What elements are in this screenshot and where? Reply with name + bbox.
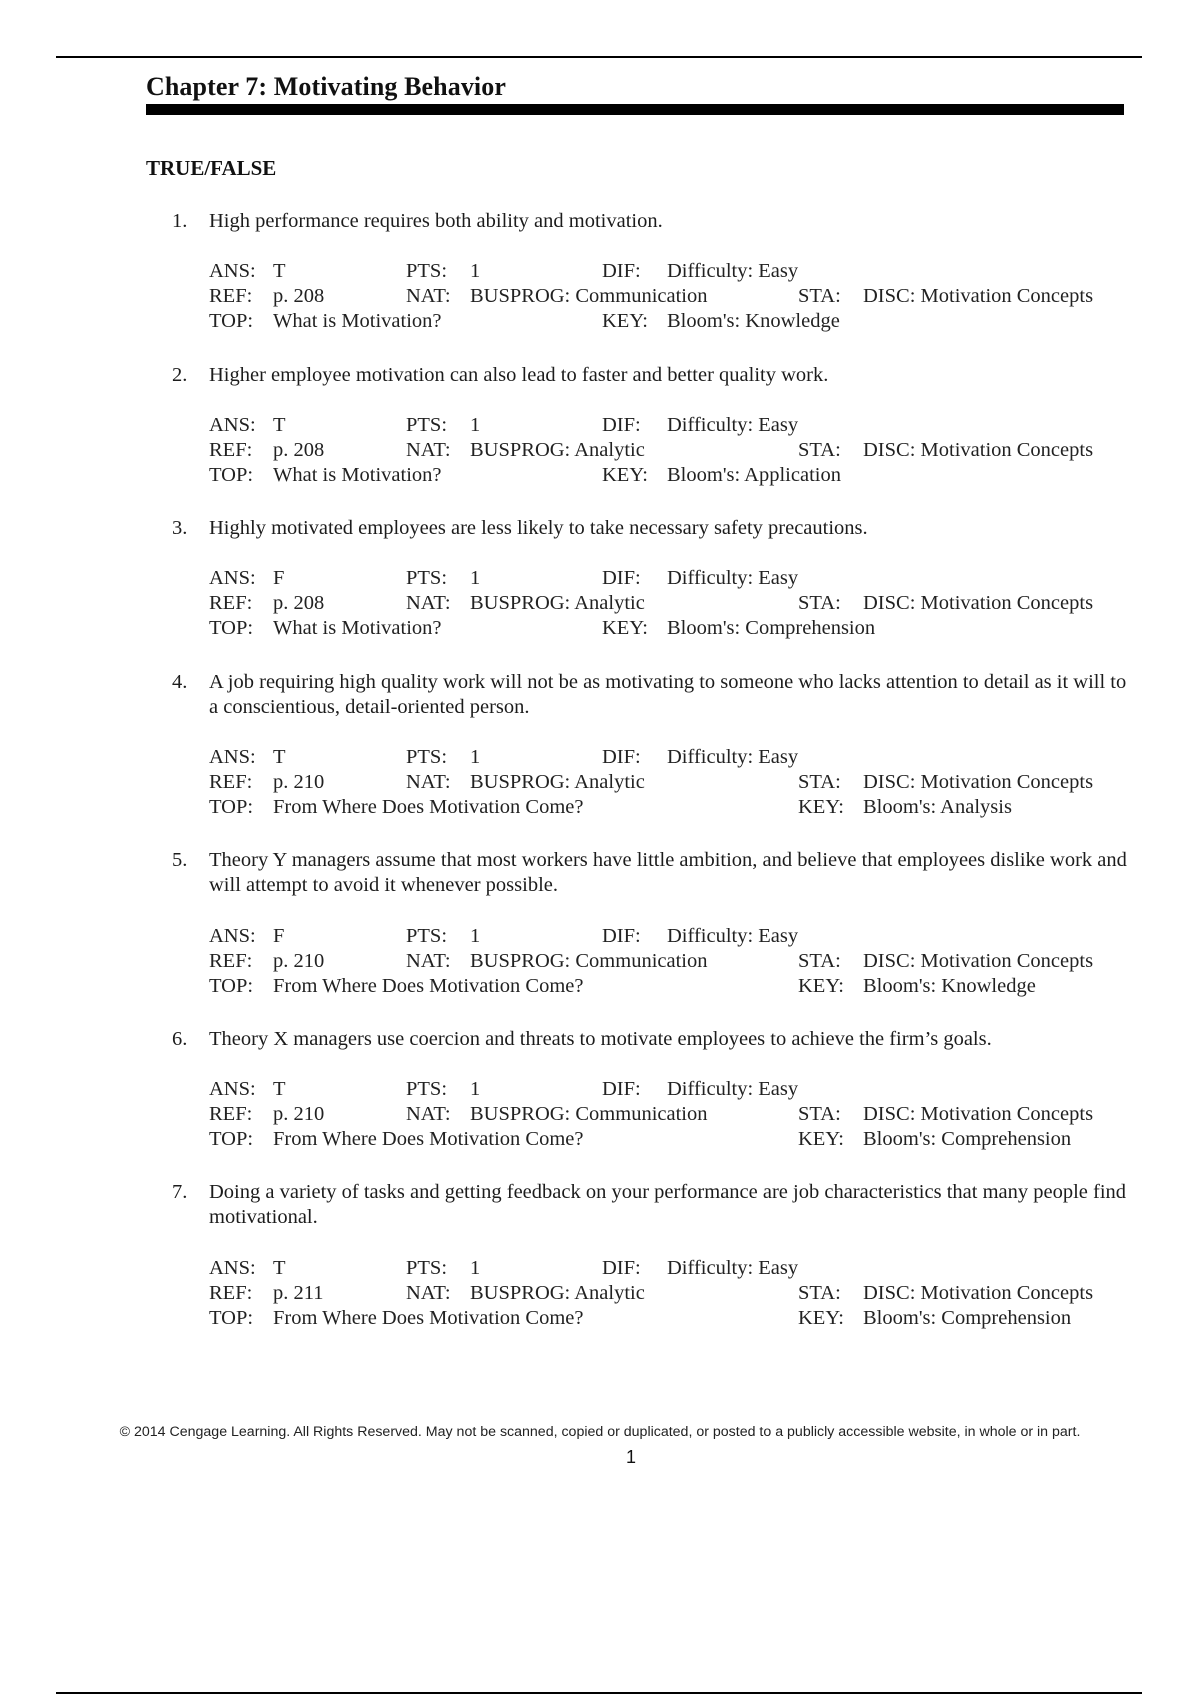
key-value: Bloom's: Comprehension bbox=[667, 617, 876, 639]
pts-value: 1 bbox=[470, 746, 481, 768]
ans-label: ANS: bbox=[209, 746, 256, 768]
top-value: From Where Does Motivation Come? bbox=[273, 1307, 584, 1329]
title-underline-bar bbox=[146, 104, 1124, 115]
ans-value: T bbox=[273, 414, 286, 436]
dif-label: DIF: bbox=[602, 414, 641, 436]
question-text: High performance requires both ability and motivation. bbox=[209, 210, 663, 232]
bottom-rule bbox=[56, 1692, 1142, 1694]
ans-value: T bbox=[273, 1078, 286, 1100]
dif-label: DIF: bbox=[602, 567, 641, 589]
top-value: From Where Does Motivation Come? bbox=[273, 975, 584, 997]
sta-label: STA: bbox=[798, 950, 841, 972]
sta-value: DISC: Motivation Concepts bbox=[863, 285, 1094, 307]
key-label: KEY: bbox=[798, 796, 844, 818]
dif-label: DIF: bbox=[602, 925, 641, 947]
top-value: What is Motivation? bbox=[273, 617, 442, 639]
nat-value: BUSPROG: Analytic bbox=[470, 439, 645, 461]
ref-label: REF: bbox=[209, 285, 253, 307]
ref-value: p. 210 bbox=[273, 1103, 325, 1125]
sta-value: DISC: Motivation Concepts bbox=[863, 439, 1094, 461]
pts-label: PTS: bbox=[406, 260, 448, 282]
sta-label: STA: bbox=[798, 771, 841, 793]
question-text: Higher employee motivation can also lead to faster and better quality work. bbox=[209, 364, 829, 386]
key-value: Bloom's: Analysis bbox=[863, 796, 1012, 818]
pts-value: 1 bbox=[470, 567, 481, 589]
key-label: KEY: bbox=[798, 975, 844, 997]
nat-value: BUSPROG: Communication bbox=[470, 285, 708, 307]
sta-label: STA: bbox=[798, 439, 841, 461]
dif-value: Difficulty: Easy bbox=[667, 925, 799, 947]
page-number: 1 bbox=[625, 1447, 636, 1467]
pts-label: PTS: bbox=[406, 1078, 448, 1100]
ans-value: T bbox=[273, 260, 286, 282]
key-value: Bloom's: Comprehension bbox=[863, 1128, 1072, 1150]
top-value: From Where Does Motivation Come? bbox=[273, 1128, 584, 1150]
top-value: What is Motivation? bbox=[273, 310, 442, 332]
nat-value: BUSPROG: Communication bbox=[470, 1103, 708, 1125]
nat-value: BUSPROG: Analytic bbox=[470, 592, 645, 614]
ans-value: T bbox=[273, 746, 286, 768]
dif-value: Difficulty: Easy bbox=[667, 746, 799, 768]
sta-label: STA: bbox=[798, 1282, 841, 1304]
ref-value: p. 210 bbox=[273, 950, 325, 972]
nat-label: NAT: bbox=[406, 592, 451, 614]
question-text: Theory Y managers assume that most workers have little ambition, and believe that employees dislike work and will attempt to avoid it whenever possible. bbox=[209, 849, 1127, 896]
question-number: 1. bbox=[172, 210, 188, 232]
question-text: Highly motivated employees are less likely to take necessary safety precautions. bbox=[209, 517, 868, 539]
pts-label: PTS: bbox=[406, 414, 448, 436]
dif-label: DIF: bbox=[602, 260, 641, 282]
top-value: What is Motivation? bbox=[273, 464, 442, 486]
key-value: Bloom's: Comprehension bbox=[863, 1307, 1072, 1329]
ans-label: ANS: bbox=[209, 1078, 256, 1100]
dif-value: Difficulty: Easy bbox=[667, 1257, 799, 1279]
pts-value: 1 bbox=[470, 260, 481, 282]
key-label: KEY: bbox=[602, 310, 648, 332]
sta-value: DISC: Motivation Concepts bbox=[863, 1282, 1094, 1304]
top-label: TOP: bbox=[209, 464, 254, 486]
ref-label: REF: bbox=[209, 1282, 253, 1304]
ref-label: REF: bbox=[209, 950, 253, 972]
pts-label: PTS: bbox=[406, 1257, 448, 1279]
top-label: TOP: bbox=[209, 617, 254, 639]
question-number: 5. bbox=[172, 849, 188, 871]
pts-value: 1 bbox=[470, 925, 481, 947]
nat-value: BUSPROG: Analytic bbox=[470, 771, 645, 793]
question-text: Theory X managers use coercion and threats to motivate employees to achieve the firm’s goals. bbox=[209, 1028, 992, 1050]
copyright-notice: © 2014 Cengage Learning. All Rights Reserved. May not be scanned, copied or duplicated, or posted to a publicly accessible website, in whole or in part. bbox=[119, 1424, 1081, 1440]
nat-label: NAT: bbox=[406, 771, 451, 793]
pts-label: PTS: bbox=[406, 567, 448, 589]
ans-label: ANS: bbox=[209, 414, 256, 436]
ref-label: REF: bbox=[209, 771, 253, 793]
dif-label: DIF: bbox=[602, 1078, 641, 1100]
key-label: KEY: bbox=[798, 1128, 844, 1150]
ans-value: F bbox=[273, 925, 285, 947]
top-label: TOP: bbox=[209, 310, 254, 332]
nat-value: BUSPROG: Communication bbox=[470, 950, 708, 972]
ans-value: F bbox=[273, 567, 285, 589]
ref-value: p. 208 bbox=[273, 439, 325, 461]
sta-value: DISC: Motivation Concepts bbox=[863, 1103, 1094, 1125]
nat-label: NAT: bbox=[406, 285, 451, 307]
ref-label: REF: bbox=[209, 439, 253, 461]
top-value: From Where Does Motivation Come? bbox=[273, 796, 584, 818]
question-text: A job requiring high quality work will not be as motivating to someone who lacks attention to detail as it will to a conscientious, detail-oriented person. bbox=[209, 671, 1127, 718]
ref-value: p. 208 bbox=[273, 592, 325, 614]
sta-label: STA: bbox=[798, 592, 841, 614]
dif-value: Difficulty: Easy bbox=[667, 260, 799, 282]
key-label: KEY: bbox=[602, 617, 648, 639]
ans-value: T bbox=[273, 1257, 286, 1279]
pts-label: PTS: bbox=[406, 925, 448, 947]
sta-value: DISC: Motivation Concepts bbox=[863, 950, 1094, 972]
sta-value: DISC: Motivation Concepts bbox=[863, 592, 1094, 614]
dif-value: Difficulty: Easy bbox=[667, 1078, 799, 1100]
sta-value: DISC: Motivation Concepts bbox=[863, 771, 1094, 793]
key-label: KEY: bbox=[798, 1307, 844, 1329]
dif-value: Difficulty: Easy bbox=[667, 414, 799, 436]
nat-label: NAT: bbox=[406, 1103, 451, 1125]
nat-label: NAT: bbox=[406, 1282, 451, 1304]
key-value: Bloom's: Knowledge bbox=[863, 975, 1036, 997]
pts-label: PTS: bbox=[406, 746, 448, 768]
question-number: 3. bbox=[172, 517, 188, 539]
key-value: Bloom's: Application bbox=[667, 464, 841, 486]
pts-value: 1 bbox=[470, 1078, 481, 1100]
sta-label: STA: bbox=[798, 1103, 841, 1125]
question-number: 6. bbox=[172, 1028, 188, 1050]
ans-label: ANS: bbox=[209, 1257, 256, 1279]
question-number: 7. bbox=[172, 1181, 188, 1203]
ref-value: p. 210 bbox=[273, 771, 325, 793]
section-heading: TRUE/FALSE bbox=[146, 156, 277, 180]
top-rule bbox=[56, 56, 1142, 58]
nat-label: NAT: bbox=[406, 439, 451, 461]
dif-label: DIF: bbox=[602, 746, 641, 768]
nat-value: BUSPROG: Analytic bbox=[470, 1282, 645, 1304]
ans-label: ANS: bbox=[209, 260, 256, 282]
question-number: 2. bbox=[172, 364, 188, 386]
dif-label: DIF: bbox=[602, 1257, 641, 1279]
ref-label: REF: bbox=[209, 592, 253, 614]
top-label: TOP: bbox=[209, 975, 254, 997]
ref-label: REF: bbox=[209, 1103, 253, 1125]
ref-value: p. 208 bbox=[273, 285, 325, 307]
top-label: TOP: bbox=[209, 1128, 254, 1150]
pts-value: 1 bbox=[470, 1257, 481, 1279]
question-number: 4. bbox=[172, 671, 188, 693]
question-text: Doing a variety of tasks and getting feedback on your performance are job characteristics that many people find motivational. bbox=[209, 1181, 1127, 1228]
top-label: TOP: bbox=[209, 1307, 254, 1329]
pts-value: 1 bbox=[470, 414, 481, 436]
nat-label: NAT: bbox=[406, 950, 451, 972]
key-label: KEY: bbox=[602, 464, 648, 486]
ref-value: p. 211 bbox=[273, 1282, 324, 1304]
ans-label: ANS: bbox=[209, 925, 256, 947]
sta-label: STA: bbox=[798, 285, 841, 307]
ans-label: ANS: bbox=[209, 567, 256, 589]
key-value: Bloom's: Knowledge bbox=[667, 310, 840, 332]
dif-value: Difficulty: Easy bbox=[667, 567, 799, 589]
chapter-title: Chapter 7: Motivating Behavior bbox=[146, 72, 506, 101]
top-label: TOP: bbox=[209, 796, 254, 818]
